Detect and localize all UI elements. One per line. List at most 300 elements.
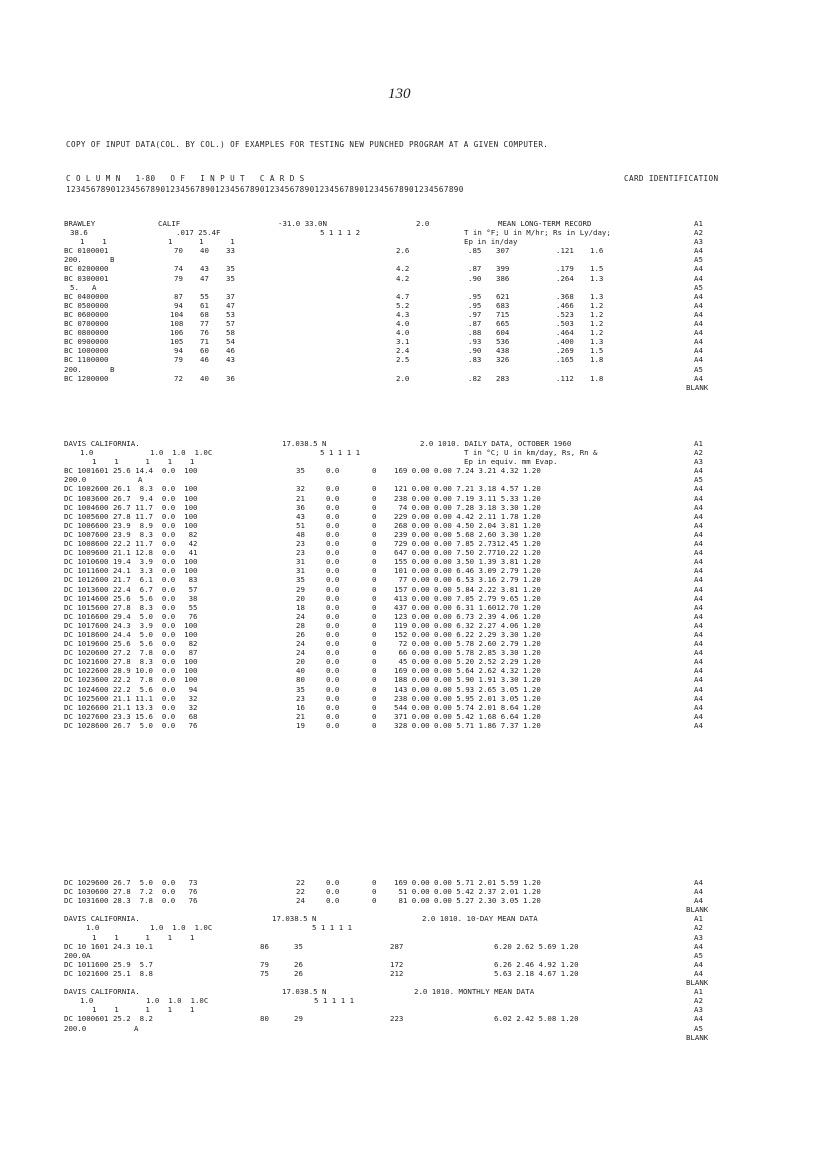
card-field: 86 (260, 941, 269, 951)
card-field: 1.8 (590, 355, 604, 365)
card-field: .165 (556, 355, 574, 365)
card-field: 0 (372, 575, 377, 585)
card-field: 1 1 1 1 1 (92, 932, 195, 942)
card-id: A1 (694, 219, 703, 228)
card-id: A4 (694, 666, 703, 676)
card-field: 57 (226, 319, 235, 329)
card-field: 283 (496, 373, 510, 383)
card-field: DC 1016600 29.4 5.0 0.0 76 (64, 611, 198, 621)
card-field: BC 0300001 (64, 273, 109, 283)
card-id: A4 (694, 529, 703, 539)
card-id: A4 (694, 557, 703, 567)
card-id: A1 (694, 439, 703, 448)
card-field: 101 0.00 0.00 6.46 3.09 2.79 1.20 (394, 566, 541, 576)
card-field: 1.0 (86, 923, 100, 933)
card-id: A4 (694, 887, 703, 897)
card-id: A4 (694, 575, 703, 585)
card-field: 0 (372, 896, 377, 906)
card-field: BRAWLEY (64, 219, 96, 228)
card-field: 45 0.00 0.00 5.20 2.52 2.29 1.20 (394, 657, 541, 667)
card-id: A4 (694, 484, 703, 494)
card-field: 647 0.00 0.00 7.50 2.7710.22 1.20 (394, 548, 541, 558)
card-field: 4.0 (396, 328, 410, 338)
card-field: 58 (226, 328, 235, 338)
card-field: BC 0800000 (64, 328, 109, 338)
card-field: 94 (174, 300, 183, 310)
card-field: A (92, 282, 97, 292)
card-field: DC 1009600 21.1 12.8 0.0 41 (64, 548, 198, 558)
column-header: C O L U M N 1-80 O F I N P U T C A R D S (66, 174, 305, 183)
card-field: 229 0.00 0.00 4.42 2.11 1.78 1.20 (394, 511, 541, 521)
card-field: DC 1012600 21.7 6.1 0.0 83 (64, 575, 198, 585)
card-id: A4 (694, 711, 703, 721)
card-field: DC 1011600 25.9 5.7 (64, 959, 153, 969)
card-field: -31.0 33.0N (278, 219, 327, 228)
card-field: 1.6 (590, 246, 604, 256)
card-field: 51 (296, 520, 305, 530)
card-id: A4 (694, 548, 703, 558)
card-field: 0 (372, 657, 377, 667)
card-id: A4 (694, 511, 703, 521)
card-id: A4 (694, 968, 703, 978)
card-field: .400 (556, 337, 574, 347)
card-id: A4 (694, 611, 703, 621)
card-field: 0 (372, 511, 377, 521)
card-field: 5 1 1 1 1 (312, 923, 353, 933)
card-field: 35 (296, 466, 305, 476)
card-field: 22 (296, 887, 305, 897)
card-field: 2.0 1010. 10-DAY MEAN DATA (422, 914, 538, 924)
card-field: 143 0.00 0.00 5.93 2.65 3.05 1.20 (394, 684, 541, 694)
card-field: DC 1014600 25.6 5.6 0.0 38 (64, 593, 198, 603)
card-field: 0 (372, 466, 377, 476)
card-field: 6.26 2.46 4.92 1.20 (494, 959, 579, 969)
card-field: 371 0.00 0.00 5.42 1.68 6.64 1.20 (394, 711, 541, 721)
card-field: 0 (372, 548, 377, 558)
card-field: 0.0 (326, 575, 340, 585)
card-field: 200.0 (64, 950, 87, 960)
card-id: A5 (694, 475, 703, 485)
card-field: .93 (468, 337, 482, 347)
card-field: 4.0 (396, 319, 410, 329)
card-field: 121 0.00 0.00 7.21 3.18 4.57 1.20 (394, 484, 541, 494)
card-field: 35 (296, 684, 305, 694)
card-field: .85 (468, 246, 482, 256)
card-field: 0.0 (326, 602, 340, 612)
card-field: 24 (296, 639, 305, 649)
card-id: A4 (694, 566, 703, 576)
card-id: A2 (694, 228, 703, 238)
card-field: 43 (200, 264, 209, 274)
card-field: 40 (200, 246, 209, 256)
card-field: 74 0.00 0.00 7.28 3.18 3.30 1.20 (394, 502, 541, 512)
card-field: 5. (70, 282, 79, 292)
card-field: 0 (372, 639, 377, 649)
card-field: 1.0 1.0 1.0C (150, 448, 213, 458)
card-field: 22 (296, 878, 305, 887)
card-field: 35 (226, 264, 235, 274)
card-id: A4 (694, 502, 703, 512)
card-field: 0.0 (326, 511, 340, 521)
card-field: DC 1000601 25.2 8.2 (64, 1014, 153, 1024)
card-field: 72 0.00 0.00 5.78 2.60 2.79 1.20 (394, 639, 541, 649)
card-field: 38.6 (70, 228, 88, 238)
card-field: DC 1029600 26.7 5.0 0.0 73 (64, 878, 198, 887)
card-field: A (138, 475, 143, 485)
card-field: 0.0 (326, 896, 340, 906)
card-field: 5.63 2.18 4.67 1.20 (494, 968, 579, 978)
card-id: A1 (694, 914, 703, 924)
card-field: MEAN LONG-TERM RECORD (498, 219, 592, 228)
card-id: A4 (694, 629, 703, 639)
card-field: 0.0 (326, 720, 340, 730)
card-field: 399 (496, 264, 510, 274)
card-id: A4 (694, 539, 703, 549)
card-field: 223 (390, 1014, 404, 1024)
card-field: 0.0 (326, 466, 340, 476)
card-field: DC 1005600 27.8 11.7 0.0 100 (64, 511, 198, 521)
card-field: BC 1100000 (64, 355, 109, 365)
card-id: A4 (694, 346, 703, 356)
card-id: A4 (694, 593, 703, 603)
card-field: .017 25.4F (176, 228, 221, 238)
card-field: 1 1 1 1 1 (92, 1005, 195, 1015)
card-field: 104 (170, 309, 184, 319)
card-id: A4 (694, 328, 703, 338)
card-field: 0.0 (326, 620, 340, 630)
card-field: 0.0 (326, 648, 340, 658)
card-field: 108 (170, 319, 184, 329)
card-field: 0.0 (326, 493, 340, 503)
card-id: A4 (694, 693, 703, 703)
card-field: 5.2 (396, 300, 410, 310)
card-field: DC 1015600 27.8 8.3 0.0 55 (64, 602, 198, 612)
card-field: DC 1031600 28.3 7.8 0.0 76 (64, 896, 198, 906)
card-field: 0.0 (326, 639, 340, 649)
card-field: 239 0.00 0.00 5.68 2.60 3.30 1.20 (394, 529, 541, 539)
card-field: 0.0 (326, 666, 340, 676)
card-id: A4 (694, 273, 703, 283)
card-id: A2 (694, 923, 703, 933)
card-field: 0 (372, 878, 377, 887)
card-id: A2 (694, 996, 703, 1006)
card-field: 1.8 (590, 373, 604, 383)
card-identification-header: CARD IDENTIFICATION (624, 174, 719, 183)
card-field: .179 (556, 264, 574, 274)
card-id: BLANK (686, 905, 709, 915)
card-field: DC 1022600 28.9 10.0 0.0 100 (64, 666, 198, 676)
card-field: 106 (170, 328, 184, 338)
card-field: 24 (296, 611, 305, 621)
card-field: .368 (556, 291, 574, 301)
card-field: 94 (174, 346, 183, 356)
card-field: 238 0.00 0.00 7.19 3.11 5.33 1.20 (394, 493, 541, 503)
card-id: A4 (694, 309, 703, 319)
card-field: 40 (200, 373, 209, 383)
card-field: 1.5 (590, 264, 604, 274)
card-field: 0.0 (326, 675, 340, 685)
card-field: 0.0 (326, 539, 340, 549)
card-field: 621 (496, 291, 510, 301)
card-id: A4 (694, 684, 703, 694)
card-field: 26 (296, 629, 305, 639)
card-field: 200. (64, 255, 82, 265)
card-field: 0 (372, 611, 377, 621)
card-field: 4.7 (396, 291, 410, 301)
card-field: 21 (296, 493, 305, 503)
card-id: A4 (694, 493, 703, 503)
card-field: 5 1 1 1 1 (314, 996, 355, 1006)
card-field: 0.0 (326, 878, 340, 887)
card-field: 23 (296, 548, 305, 558)
card-field: 35 (226, 273, 235, 283)
card-field: .82 (468, 373, 482, 383)
card-field: .88 (468, 328, 482, 338)
card-id: A4 (694, 639, 703, 649)
card-field: 0 (372, 684, 377, 694)
card-field: 0 (372, 593, 377, 603)
card-field: BC 1001601 25.6 14.4 0.0 100 (64, 466, 198, 476)
card-field: 0.0 (326, 887, 340, 897)
card-field: 70 (174, 246, 183, 256)
card-field: 0.0 (326, 657, 340, 667)
card-field: 43 (296, 511, 305, 521)
card-field: .95 (468, 291, 482, 301)
card-field: BC 1200000 (64, 373, 109, 383)
card-field: 79 (260, 959, 269, 969)
card-field: 55 (200, 291, 209, 301)
card-field: DAVIS CALIFORNIA. (64, 914, 140, 924)
card-field: 60 (200, 346, 209, 356)
card-field: 536 (496, 337, 510, 347)
card-field: 77 (200, 319, 209, 329)
card-field: 0.0 (326, 702, 340, 712)
card-field: 36 (226, 373, 235, 383)
card-id: A5 (694, 255, 703, 265)
card-field: DAVIS CALIFORNIA. (64, 987, 140, 997)
card-field: 0 (372, 702, 377, 712)
card-field: 268 0.00 0.00 4.50 2.04 3.81 1.20 (394, 520, 541, 530)
card-field: 0.0 (326, 548, 340, 558)
card-field: 0.0 (326, 584, 340, 594)
card-field: 24 (296, 896, 305, 906)
card-field: BC 0500000 (64, 300, 109, 310)
card-field: 5 1 1 1 2 (320, 228, 361, 238)
card-field: 0 (372, 887, 377, 897)
card-field: 0.0 (326, 502, 340, 512)
card-field: 40 (296, 666, 305, 676)
card-field: BC 0100001 (64, 246, 109, 256)
card-field: DC 10 1601 24.3 10.1 (64, 941, 153, 951)
card-field: DC 1008600 22.2 11.7 0.0 42 (64, 539, 198, 549)
card-field: 32 (296, 484, 305, 494)
card-field: 2.6 (396, 246, 410, 256)
card-field: BC 0900000 (64, 337, 109, 347)
card-field: 2.0 (416, 219, 430, 228)
card-field: 1 1 1 (168, 237, 235, 247)
card-field: T in °C; U in km/day, Rs, Rn & (464, 448, 598, 458)
card-field: DC 1019600 25.6 5.6 0.0 82 (64, 639, 198, 649)
card-field: 33 (226, 246, 235, 256)
card-field: 31 (296, 566, 305, 576)
card-id: A4 (694, 264, 703, 274)
card-field: 212 (390, 968, 404, 978)
card-field: A (134, 1023, 139, 1033)
card-field: 46 (200, 355, 209, 365)
card-field: 0.0 (326, 593, 340, 603)
card-field: 20 (296, 593, 305, 603)
card-field: 80 (296, 675, 305, 685)
card-field: DC 1004600 26.7 11.7 0.0 100 (64, 502, 198, 512)
card-field: T in °F; U in M/hr; Rs in Ly/day; (464, 228, 611, 238)
card-field: 287 (390, 941, 404, 951)
card-field: 715 (496, 309, 510, 319)
card-field: 328 0.00 0.00 5.71 1.86 7.37 1.20 (394, 720, 541, 730)
card-field: DC 1007600 23.9 8.3 0.0 82 (64, 529, 198, 539)
column-ruler: 12345678901234567890123456789012345678901234567890123456789012345678901234567890 (66, 185, 464, 194)
card-id: A4 (694, 1014, 703, 1024)
card-field: 81 0.00 0.00 5.27 2.30 3.05 1.20 (394, 896, 541, 906)
card-field: 0 (372, 629, 377, 639)
card-field: 169 0.00 0.00 5.64 2.62 4.32 1.20 (394, 666, 541, 676)
card-field: .83 (468, 355, 482, 365)
card-field: 1.2 (590, 328, 604, 338)
card-field: 1.0 1.0 1.0C (150, 923, 213, 933)
card-field: 0 (372, 620, 377, 630)
card-id: A4 (694, 657, 703, 667)
card-field: 0 (372, 666, 377, 676)
card-field: 0 (372, 720, 377, 730)
card-field: 18 (296, 602, 305, 612)
card-field: DC 1025600 21.1 11.1 0.0 32 (64, 693, 198, 703)
card-id: A3 (694, 457, 703, 467)
card-field: DC 1011600 24.1 3.3 0.0 100 (64, 566, 198, 576)
card-field: 157 0.00 0.00 5.84 2.22 3.81 1.20 (394, 584, 541, 594)
card-field: 544 0.00 0.00 5.74 2.01 8.64 1.20 (394, 702, 541, 712)
card-field: DC 1003600 26.7 9.4 0.0 100 (64, 493, 198, 503)
card-field: .95 (468, 300, 482, 310)
card-id: A4 (694, 291, 703, 301)
card-field: 119 0.00 0.00 6.32 2.27 4.06 1.20 (394, 620, 541, 630)
card-field: 17.038.5 N (282, 987, 327, 997)
card-field: 200.0 (64, 1023, 87, 1033)
page-number: 130 (388, 86, 411, 102)
card-field: 21 (296, 711, 305, 721)
card-field: 54 (226, 337, 235, 347)
card-field: DC 1021600 27.8 8.3 0.0 100 (64, 657, 198, 667)
card-field: BC 0400000 (64, 291, 109, 301)
card-field: 35 (294, 941, 303, 951)
card-field: DC 1028600 26.7 5.0 0.0 76 (64, 720, 198, 730)
card-field: 79 (174, 273, 183, 283)
card-id: A5 (694, 282, 703, 292)
card-field: B (110, 255, 115, 265)
card-field: 155 0.00 0.00 3.50 1.39 3.81 1.20 (394, 557, 541, 567)
card-id: A4 (694, 878, 703, 887)
card-field: 0 (372, 493, 377, 503)
card-field: 2.0 1010. MONTHLY MEAN DATA (414, 987, 535, 997)
card-field: BC 0600000 (64, 309, 109, 319)
card-field: 1.3 (590, 291, 604, 301)
card-field: 26 (294, 959, 303, 969)
card-field: 188 0.00 0.00 5.90 1.91 3.30 1.20 (394, 675, 541, 685)
card-field: 0 (372, 502, 377, 512)
card-field: Ep in equiv. mm Evap. (464, 457, 558, 467)
card-field: 1.0 (80, 996, 94, 1006)
card-field: 4.3 (396, 309, 410, 319)
card-field: 1 1 (80, 237, 107, 247)
card-field: .121 (556, 246, 574, 256)
card-id: A4 (694, 584, 703, 594)
card-field: 29 (296, 584, 305, 594)
card-field: 0.0 (326, 711, 340, 721)
card-field: .87 (468, 319, 482, 329)
card-id: A1 (694, 987, 703, 997)
card-field: 66 0.00 0.00 5.78 2.85 3.30 1.20 (394, 648, 541, 658)
card-field: 1.2 (590, 309, 604, 319)
card-id: A3 (694, 1005, 703, 1015)
card-field: 0 (372, 693, 377, 703)
card-id: A4 (694, 702, 703, 712)
card-field: 0 (372, 675, 377, 685)
card-id: A4 (694, 620, 703, 630)
card-field: 0.0 (326, 684, 340, 694)
card-field: 0.0 (326, 557, 340, 567)
card-field: DC 1017600 24.3 3.9 0.0 100 (64, 620, 198, 630)
card-field: 0 (372, 484, 377, 494)
card-field: 17.038.5 N (272, 914, 317, 924)
card-id: A4 (694, 602, 703, 612)
card-field: 23 (296, 693, 305, 703)
card-field: 0.0 (326, 529, 340, 539)
card-field: 35 (296, 575, 305, 585)
card-field: 0 (372, 602, 377, 612)
card-id: BLANK (686, 1032, 709, 1042)
card-id: BLANK (686, 382, 709, 392)
card-id: A5 (694, 950, 703, 960)
card-field: 0.0 (326, 693, 340, 703)
card-field: 24 (296, 648, 305, 658)
card-field: 413 0.00 0.00 7.05 2.79 9.65 1.20 (394, 593, 541, 603)
card-field: DC 1010600 19.4 3.9 0.0 100 (64, 557, 198, 567)
card-field: 0.0 (326, 566, 340, 576)
card-field: 0 (372, 648, 377, 658)
card-field: 0.0 (326, 629, 340, 639)
card-field: 19 (296, 720, 305, 730)
card-field: 1.0 1.0 1.0C (146, 996, 209, 1006)
card-field: 0.0 (326, 611, 340, 621)
card-field: DC 1024600 22.2 5.6 0.0 94 (64, 684, 198, 694)
card-id: A4 (694, 337, 703, 347)
card-field: 6.20 2.62 5.69 1.20 (494, 941, 579, 951)
card-field: .466 (556, 300, 574, 310)
card-field: 43 (226, 355, 235, 365)
card-id: A2 (694, 448, 703, 458)
card-id: A5 (694, 364, 703, 374)
card-field: 4.2 (396, 273, 410, 283)
card-field: 5 1 1 1 1 (320, 448, 361, 458)
card-field: 6.02 2.42 5.08 1.20 (494, 1014, 579, 1024)
card-field: 61 (200, 300, 209, 310)
card-field: 604 (496, 328, 510, 338)
card-field: DC 1026600 21.1 13.3 0.0 32 (64, 702, 198, 712)
card-field: 76 (200, 328, 209, 338)
card-field: 2.0 1010. DAILY DATA, OCTOBER 1960 (420, 439, 572, 448)
card-field: 0 (372, 539, 377, 549)
card-field: DC 1020600 27.2 7.8 0.0 87 (64, 648, 198, 658)
card-field: 1.3 (590, 337, 604, 347)
card-field: 152 0.00 0.00 6.22 2.29 3.30 1.20 (394, 629, 541, 639)
